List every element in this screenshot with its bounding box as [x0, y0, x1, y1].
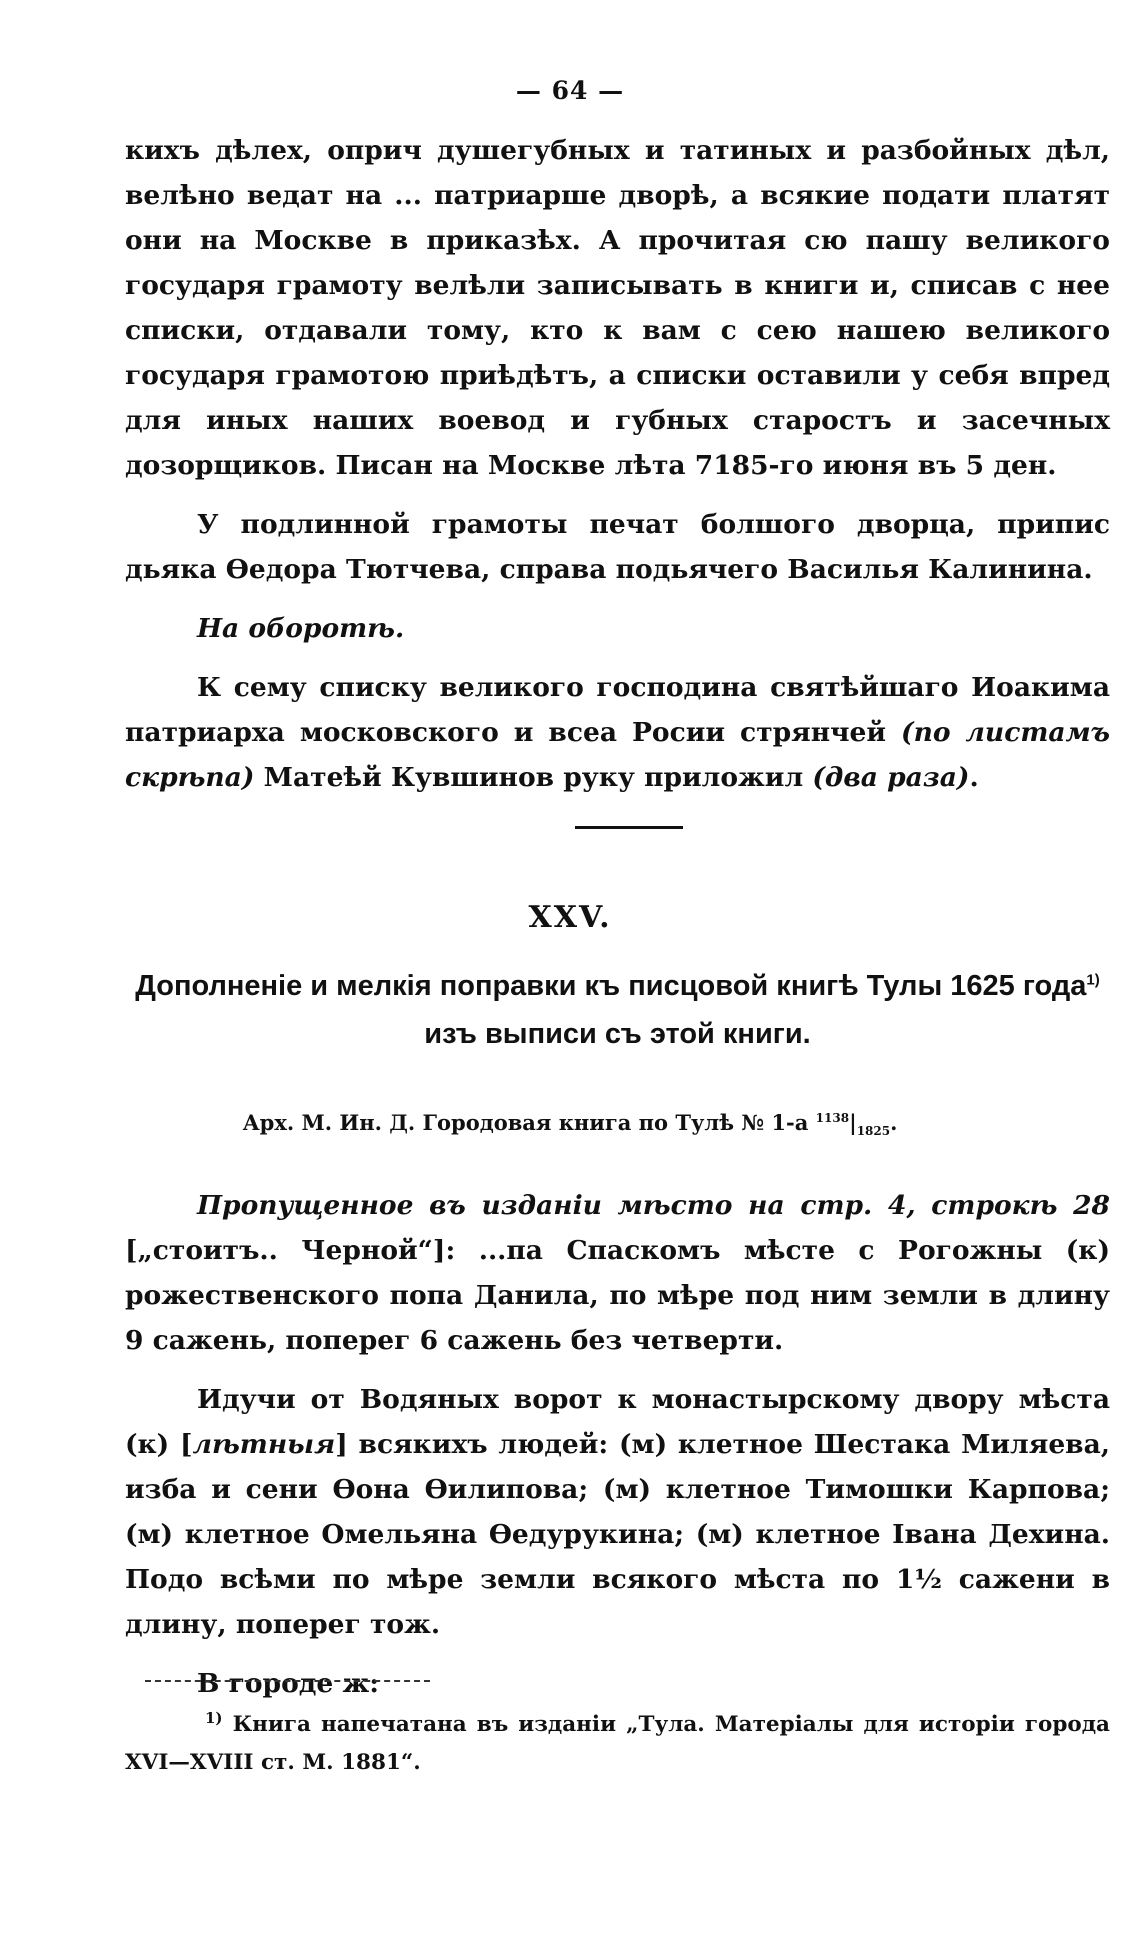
- paragraph-seal-note: У подлинной грамоты печат болшого дворца, припис дьяка Өедора Тютчева, справа подьячего Василья Калинина.: [125, 509, 1110, 585]
- footnote-text: Книга напечатана въ изданіи „Тула. Матеріалы для исторіи города XVI—XVIII ст. М. 1881“.: [125, 1712, 1110, 1775]
- paragraph-charter-ending: кихъ дѣлех, оприч душегубных и татиных и разбойных дѣл, велѣно ведат на ... патриарше дворѣ, а всякие подати платят они на Москве в приказѣх. А прочитая сю пашу великого государя грамоту велѣли записывать в книги и, списав с нее списки, отдавали тому, кто к вам с сею нашею великого государя грамотою приѣдѣтъ, а списки оставили у себя впред для иных наших воевод и губных старостъ и засечных дозорщиков. Писан на Москве лѣта 7185-го июня въ 5 ден.: [125, 135, 1110, 481]
- archive-source-text: Арх. М. Ин. Д. Городовая книга по Тулѣ № 1-а: [242, 1110, 809, 1135]
- paragraph-omitted-passage: [125, 1183, 1110, 1363]
- signature-text-start: К сему списку великого господина святѣйшаго Иоакима патриарха московского и всеа Росии стрянчей: [125, 672, 1110, 748]
- paragraph-in-town: В городе ж:: [197, 1668, 380, 1699]
- signature-note-pages: (по листамъ скрѣпа): [125, 717, 1110, 793]
- water-gate-italic-word: лѣтныя: [192, 1429, 336, 1460]
- paragraph-signature-note: [125, 665, 1110, 800]
- signature-note-twice: (два раза): [812, 762, 970, 793]
- section-heading: [125, 962, 1110, 1058]
- heading-line-1: [125, 962, 1110, 1010]
- water-gate-text-start: Идучи от Водяных ворот к монастырскому двору мѣста (к) [: [125, 1384, 1110, 1460]
- heading-title-text: Дополненіе и мелкія поправки къ писцовой книгѣ Тулы 1625 года: [135, 970, 1087, 1002]
- body-text-block: [125, 1183, 1110, 1706]
- archive-source-end: .: [890, 1110, 898, 1135]
- page-number: — 64 —: [515, 76, 625, 105]
- top-text-block: [125, 128, 1110, 800]
- paragraph-water-gate: [125, 1377, 1110, 1647]
- omitted-passage-label: Пропущенное въ изданіи мѣсто на стр. 4, строкѣ 28: [197, 1190, 1110, 1221]
- omitted-passage-text: [„стоитъ.. Черной“]: ...па Спаскомъ мѣсте с Рогожны (к) рожественского попа Данила, по мѣре под ним земли в длину 9 сажень, поперег 6 сажень без четверти.: [125, 1235, 1110, 1356]
- section-numeral: XXV.: [528, 900, 612, 935]
- signature-text-middle: Матеѣй Кувшинов руку приложил: [263, 762, 804, 793]
- archive-source-line: Арх. М. Ин. Д. Городовая книга по Тулѣ № 1-а $^{1138}|_{1825}$.: [242, 1110, 898, 1139]
- footnote-rule: [145, 1680, 430, 1682]
- heading-footnote-mark: 1): [1086, 971, 1100, 989]
- archive-source-sup: 1138: [815, 1111, 850, 1125]
- paragraph-reverse-side-label: На оборотѣ.: [197, 613, 405, 644]
- footnote: [125, 1706, 1110, 1782]
- signature-text-end: .: [969, 762, 979, 793]
- water-gate-text-end: ] всякихъ людей: (м) клетное Шестака Миляева, изба и сени Өона Өилипова; (м) клетное Тимошки Карпова; (м) клетное Омельяна Өедурукина; (м) клетное Івана Дехина. Подо всѣми по мѣре земли всякого мѣста по 1½ сажени в длину, поперег тож.: [125, 1429, 1110, 1640]
- archive-source-sub: 1825: [856, 1124, 891, 1139]
- heading-line-2: изъ выписи съ этой книги.: [424, 1018, 811, 1050]
- section-separator-rule: [575, 826, 683, 829]
- footnote-mark: 1): [205, 1708, 223, 1727]
